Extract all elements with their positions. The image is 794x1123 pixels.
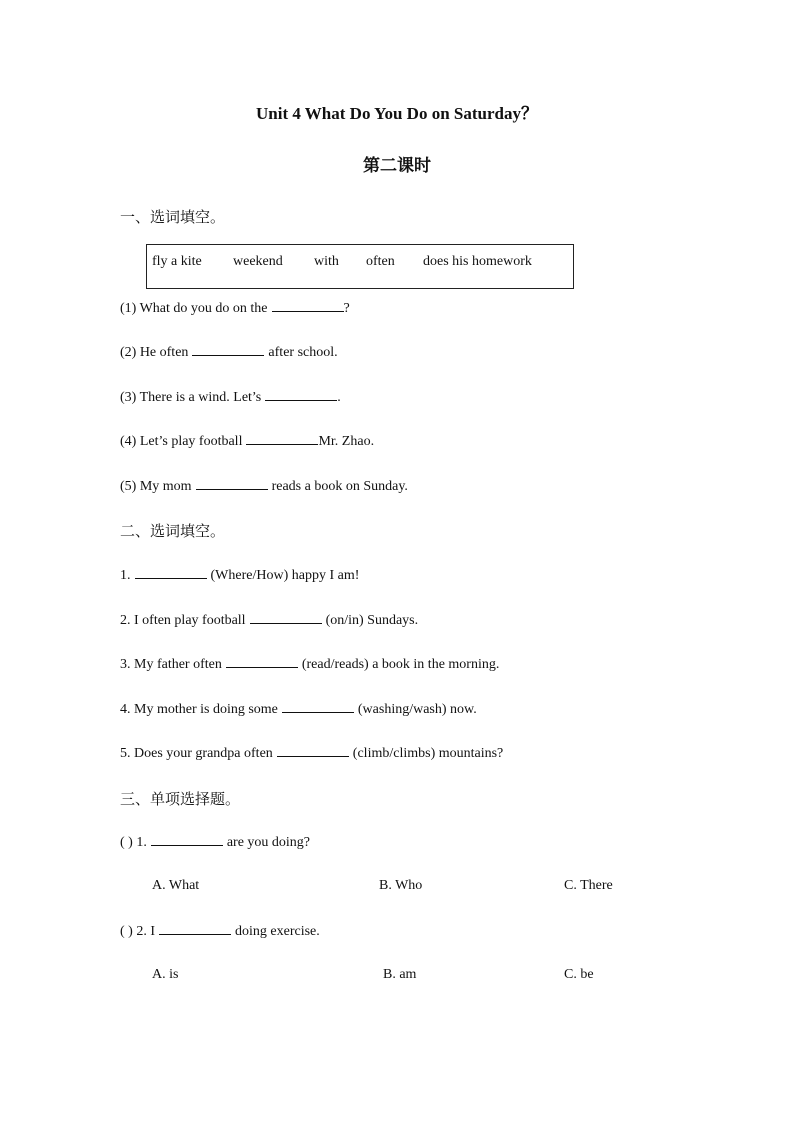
- section-1-question: [120, 477, 408, 495]
- section-2-question: [120, 655, 499, 673]
- question-text: (3) There is a wind. Let’s: [120, 390, 262, 405]
- question-text: (2) He often: [120, 345, 189, 360]
- section-2-question: [120, 611, 418, 629]
- question-text: 3. My father often: [120, 657, 222, 672]
- question-text: (5) My mom: [120, 479, 192, 494]
- question-text: (climb/climbs) mountains?: [352, 746, 504, 761]
- section-1-question: [120, 388, 341, 406]
- page-title: Unit 4 What Do You Do on Saturday？: [256, 104, 538, 123]
- word-bank-item: does his homework: [423, 254, 532, 269]
- answer-blank[interactable]: [250, 611, 322, 624]
- question-text: reads a book on Sunday.: [271, 479, 408, 494]
- option-b[interactable]: B. Who: [379, 878, 423, 893]
- section-3-question: [120, 922, 320, 940]
- section-2-question: [120, 700, 477, 718]
- section-2-question: [120, 744, 503, 762]
- question-text: .: [337, 390, 341, 405]
- section-3-heading: 三、单项选择题。: [120, 790, 241, 808]
- option-c[interactable]: C. be: [564, 967, 594, 982]
- option-b[interactable]: B. am: [383, 967, 417, 982]
- section-1-question: [120, 299, 350, 317]
- answer-blank[interactable]: [226, 655, 298, 668]
- question-text: 4. My mother is doing some: [120, 702, 278, 717]
- answer-blank[interactable]: [196, 477, 268, 490]
- question-text: 1.: [120, 568, 131, 583]
- answer-blank[interactable]: [159, 922, 231, 935]
- answer-blank[interactable]: [246, 432, 318, 445]
- section-1-question: [120, 343, 338, 361]
- question-text: 2. I: [136, 924, 155, 939]
- question-text: 2. I often play football: [120, 613, 246, 628]
- lesson-subtitle: 第二课时: [363, 156, 431, 176]
- question-text: (read/reads) a book in the morning.: [301, 657, 500, 672]
- section-3-question: [120, 833, 310, 851]
- question-text: 1.: [136, 835, 147, 850]
- question-text: (washing/wash) now.: [357, 702, 477, 717]
- answer-bracket[interactable]: ( ): [120, 924, 133, 939]
- word-bank-item: fly a kite: [152, 254, 202, 269]
- answer-blank[interactable]: [192, 343, 264, 356]
- answer-blank[interactable]: [282, 700, 354, 713]
- option-c[interactable]: C. There: [564, 878, 613, 893]
- word-bank-item: with: [314, 254, 339, 269]
- question-text: ?: [343, 301, 350, 316]
- answer-blank[interactable]: [135, 566, 207, 579]
- question-text: (1) What do you do on the: [120, 301, 268, 316]
- section-1-question: [120, 432, 374, 450]
- question-text: (Where/How) happy I am!: [210, 568, 360, 583]
- answer-blank[interactable]: [265, 388, 337, 401]
- question-text: are you doing?: [226, 835, 311, 850]
- question-text: after school.: [268, 345, 338, 360]
- section-2-heading: 二、选词填空。: [120, 522, 226, 540]
- option-a[interactable]: A. is: [152, 967, 179, 982]
- option-a[interactable]: A. What: [152, 878, 200, 893]
- question-text: Mr. Zhao.: [318, 434, 375, 449]
- answer-bracket[interactable]: ( ): [120, 835, 133, 850]
- answer-blank[interactable]: [151, 833, 223, 846]
- question-text: 5. Does your grandpa often: [120, 746, 273, 761]
- word-bank-item: weekend: [233, 254, 283, 269]
- section-1-heading: 一、选词填空。: [120, 208, 226, 226]
- section-2-question: [120, 566, 359, 584]
- question-text: doing exercise.: [235, 924, 320, 939]
- word-bank-item: often: [366, 254, 395, 269]
- answer-blank[interactable]: [272, 299, 344, 312]
- question-text: (on/in) Sundays.: [325, 613, 419, 628]
- question-text: (4) Let’s play football: [120, 434, 243, 449]
- answer-blank[interactable]: [277, 744, 349, 757]
